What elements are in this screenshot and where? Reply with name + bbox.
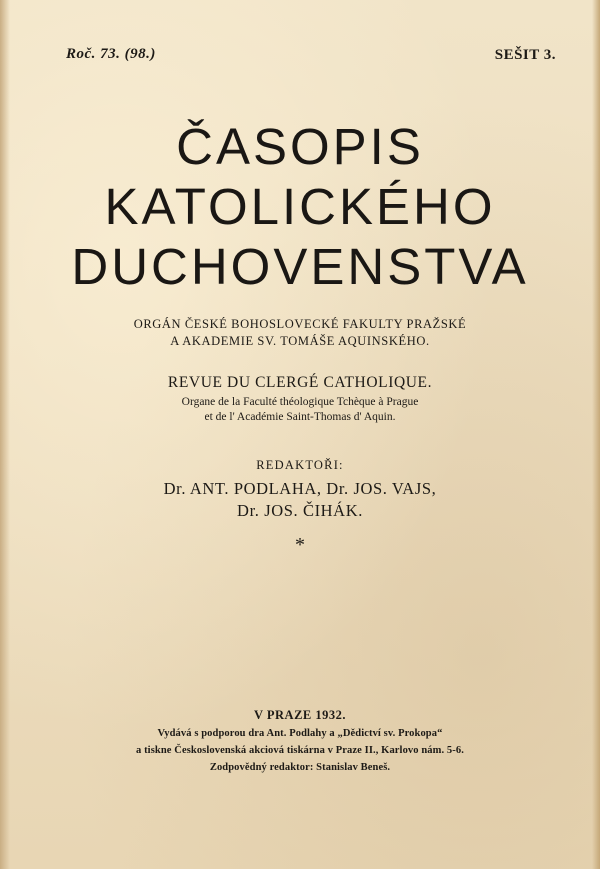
editors-line-1: Dr. ANT. PODLAHA, Dr. JOS. VAJS,: [163, 479, 437, 498]
ornament-asterisk: *: [295, 534, 305, 556]
issue-year: Roč. 73. (98.): [66, 46, 156, 62]
imprint-line-2: a tiskne Československá akciová tiskárna v Praze II., Karlovo nám. 5-6.: [136, 745, 464, 756]
organ-line-1: ORGÁN ČESKÉ BOHOSLOVECKÉ FAKULTY PRAŽSKÉ: [133, 317, 467, 331]
title-line-3: DUCHOVENSTVA: [71, 238, 529, 295]
issue-number: SEŠIT 3.: [494, 47, 556, 63]
editors-label: REDAKTOŘI:: [256, 458, 344, 472]
revue-line-2: et de l' Académie Saint-Thomas d' Aquin.: [204, 411, 396, 423]
revue-line-1: Organe de la Faculté théologique Tchèque à Prague: [181, 396, 419, 408]
title-line-1: ČASOPIS: [176, 118, 424, 175]
editors-line-2: Dr. JOS. ČIHÁK.: [237, 501, 363, 520]
title-line-2: KATOLICKÉHO: [104, 178, 496, 235]
revue-title: REVUE DU CLERGÉ CATHOLIQUE.: [167, 374, 433, 391]
imprint-line-1: Vydává s podporou dra Ant. Podlahy a „Dědictví sv. Prokopa“: [157, 728, 443, 739]
imprint-line-3: Zodpovědný redaktor: Stanislav Beneš.: [209, 762, 391, 773]
organ-line-2: A AKADEMIE SV. TOMÁŠE AQUINSKÉHO.: [170, 334, 430, 348]
place-year: V PRAZE 1932.: [253, 708, 347, 722]
